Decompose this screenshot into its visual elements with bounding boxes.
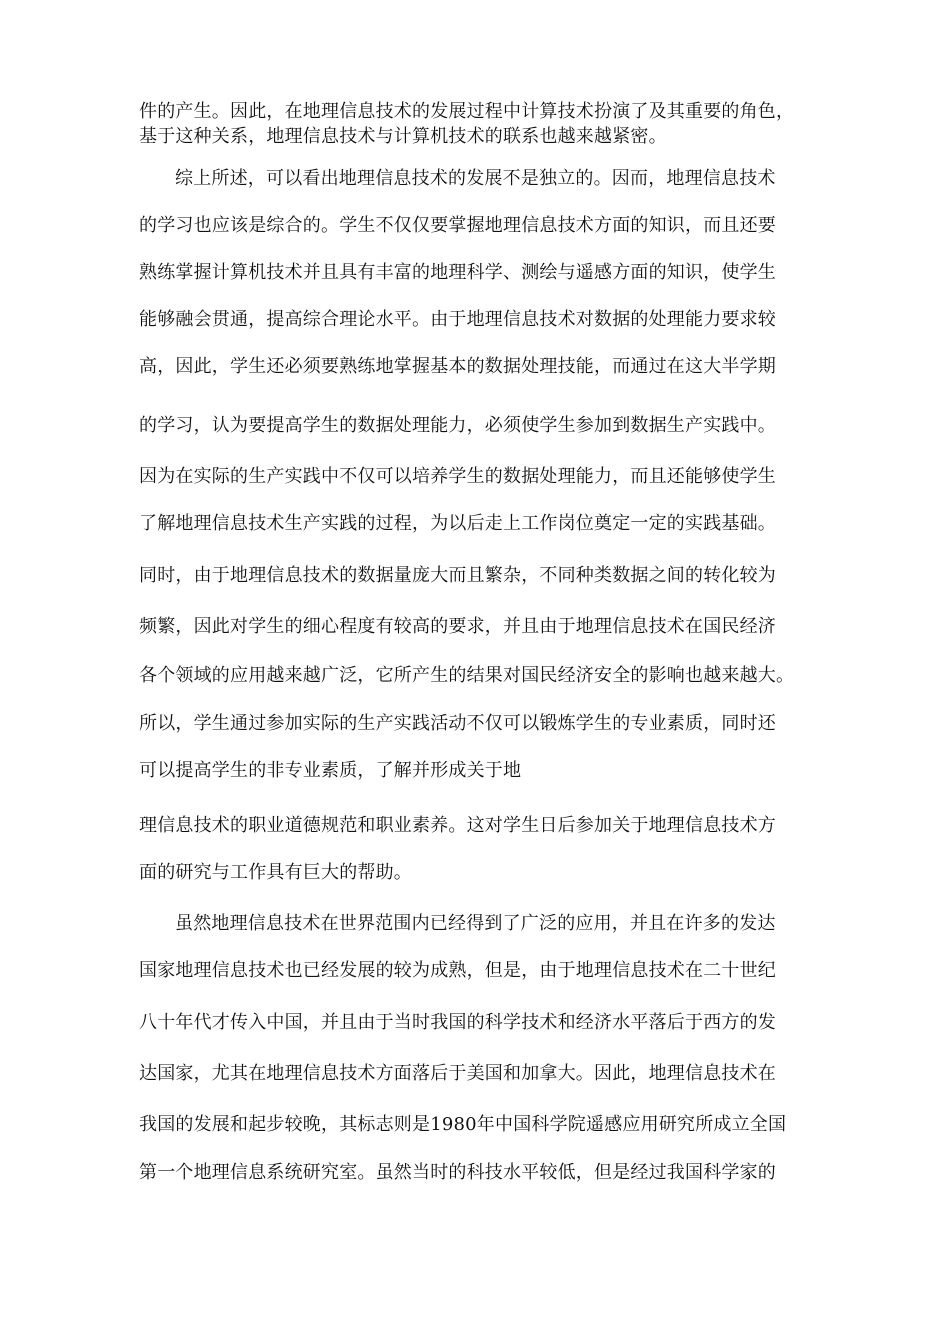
paragraph-first-line: 虽然地理信息技术在世界范围内已经得到了广泛的应用，并且在许多的发达 (175, 913, 776, 934)
text-line: 各个领域的应用越来越广泛，它所产生的结果对国民经济安全的影响也越来越大。 (139, 665, 795, 686)
text-line: 理信息技术的职业道德规范和职业素养。这对学生日后参加关于地理信息技术方 (139, 815, 776, 836)
paragraph-first-line: 综上所述，可以看出地理信息技术的发展不是独立的。因而，地理信息技术 (175, 168, 776, 189)
text-line: 面的研究与工作具有巨大的帮助。 (139, 862, 412, 883)
text-line: 同时，由于地理信息技术的数据量庞大而且繁杂，不同种类数据之间的转化较为 (139, 565, 776, 586)
text-line: 了解地理信息技术生产实践的过程，为以后走上工作岗位奠定一定的实践基础。 (139, 513, 776, 534)
text-line: 能够融会贯通，提高综合理论水平。由于地理信息技术对数据的处理能力要求较 (139, 309, 776, 330)
text-line: 高，因此，学生还必须要熟练地掌握基本的数据处理技能，而通过在这大半学期 (139, 356, 776, 377)
text-line: 的学习也应该是综合的。学生不仅仅要掌握地理信息技术方面的知识，而且还要 (139, 215, 776, 236)
text-line: 频繁，因此对学生的细心程度有较高的要求，并且由于地理信息技术在国民经济 (139, 616, 776, 637)
text-line: 可以提高学生的非专业素质，了解并形成关于地 (139, 760, 522, 781)
text-line: 熟练掌握计算机技术并且具有丰富的地理科学、测绘与遥感方面的知识，使学生 (139, 262, 776, 283)
text-line: 因为在实际的生产实践中不仅可以培养学生的数据处理能力，而且还能够使学生 (139, 466, 776, 487)
text-line: 所以，学生通过参加实际的生产实践活动不仅可以锻炼学生的专业素质，同时还 (139, 713, 776, 734)
text-line: 基于这种关系，地理信息技术与计算机技术的联系也越来越紧密。 (139, 126, 667, 147)
text-line: 第一个地理信息系统研究室。虽然当时的科技水平较低，但是经过我国科学家的 (139, 1162, 776, 1183)
text-line: 八十年代才传入中国，并且由于当时我国的科学技术和经济水平落后于西方的发 (139, 1012, 776, 1033)
text-line: 件的产生。因此，在地理信息技术的发展过程中计算技术扮演了及其重要的角色， (139, 101, 795, 122)
text-line: 国家地理信息技术也已经发展的较为成熟，但是，由于地理信息技术在二十世纪 (139, 960, 776, 981)
text-line: 达国家，尤其在地理信息技术方面落后于美国和加拿大。因此，地理信息技术在 (139, 1063, 776, 1084)
text-line: 我国的发展和起步较晚，其标志则是1980年中国科学院遥感应用研究所成立全国 (139, 1114, 787, 1135)
text-line: 的学习，认为要提高学生的数据处理能力，必须使学生参加到数据生产实践中。 (139, 415, 776, 436)
